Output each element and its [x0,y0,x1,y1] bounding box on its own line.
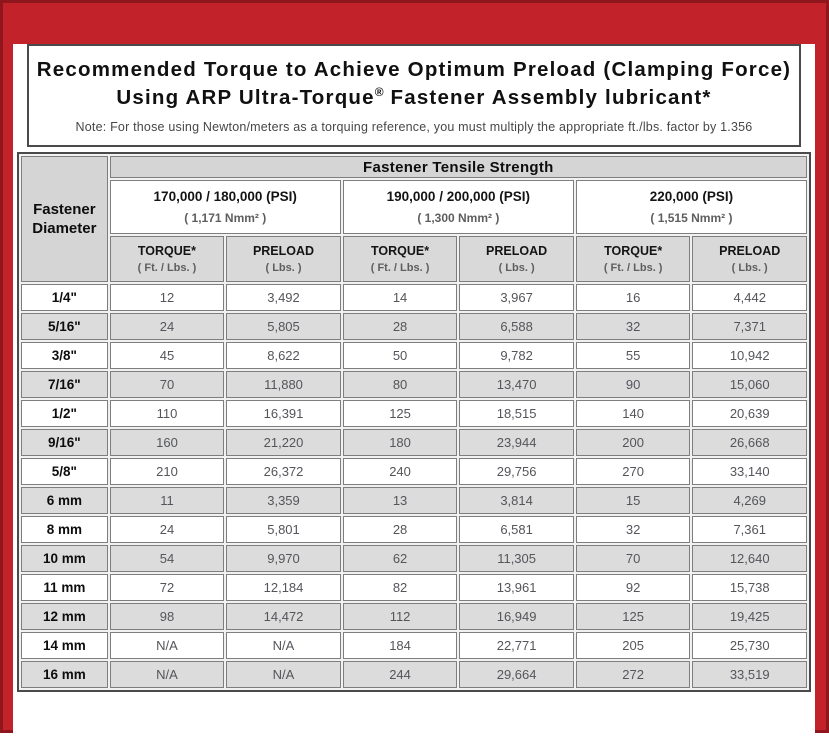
table-row [21,371,807,398]
torque-value-cell: 92 [576,574,691,601]
torque-value-cell: 200 [576,429,691,456]
torque-value-cell: 112 [343,603,458,630]
preload-unit: ( Lbs. ) [265,262,302,275]
table-body [21,284,807,688]
psi-label: 220,000 (PSI) [649,189,734,205]
torque-label: TORQUE* [604,244,663,259]
torque-value-cell: 28 [343,313,458,340]
preload-value-cell: 5,801 [226,516,341,543]
preload-value-cell: 7,371 [692,313,807,340]
preload-value-cell: 3,814 [459,487,574,514]
table-row [21,284,807,311]
preload-value-cell: 13,961 [459,574,574,601]
preload-value-cell: 4,442 [692,284,807,311]
torque-value-cell: 70 [576,545,691,572]
preload-value-cell: 4,269 [692,487,807,514]
fastener-diameter-header-line1: Fastener [33,200,96,218]
nmm-label: ( 1,171 Nmm² ) [184,211,267,226]
preload-value-cell: 18,515 [459,400,574,427]
preload-label: PRELOAD [252,244,315,259]
preload-column-header [459,236,574,282]
content-area [13,44,815,750]
fastener-diameter-cell: 8 mm [21,516,108,543]
psi-group-header-220 [576,180,807,234]
torque-value-cell: 15 [576,487,691,514]
torque-value-cell: 240 [343,458,458,485]
preload-value-cell: 12,640 [692,545,807,572]
torque-value-cell: 16 [576,284,691,311]
title-line2-pre: Using ARP Ultra-Torque [116,85,375,109]
table-row [21,516,807,543]
table-row [21,458,807,485]
torque-column-header [343,236,458,282]
table-row [21,603,807,630]
torque-column-header [576,236,691,282]
torque-unit: ( Ft. / Lbs. ) [370,262,430,275]
preload-value-cell: 12,184 [226,574,341,601]
preload-value-cell: N/A [226,632,341,659]
preload-value-cell: 5,805 [226,313,341,340]
table-header [21,156,807,282]
preload-value-cell: 3,967 [459,284,574,311]
torque-value-cell: 14 [343,284,458,311]
fastener-diameter-cell: 16 mm [21,661,108,688]
torque-value-cell: 55 [576,342,691,369]
psi-group-header-170-180 [110,180,341,234]
torque-value-cell: 125 [576,603,691,630]
torque-value-cell: 24 [110,313,225,340]
preload-value-cell: 29,756 [459,458,574,485]
tensile-strength-header: Fastener Tensile Strength [110,156,807,178]
preload-value-cell: 9,782 [459,342,574,369]
torque-value-cell: 110 [110,400,225,427]
psi-label: 170,000 / 180,000 (PSI) [153,189,297,205]
torque-value-cell: 54 [110,545,225,572]
torque-value-cell: N/A [110,632,225,659]
torque-value-cell: 82 [343,574,458,601]
preload-value-cell: 33,519 [692,661,807,688]
torque-label: TORQUE* [137,244,197,259]
preload-value-cell: 6,581 [459,516,574,543]
preload-value-cell: 11,880 [226,371,341,398]
newton-meters-note: Note: For those using Newton/meters as a torquing reference, you must multiply the appropriate ft./lbs. factor by 1.356 [75,120,753,135]
torque-column-header [110,236,225,282]
preload-column-header [226,236,341,282]
fastener-diameter-cell: 7/16" [21,371,108,398]
preload-value-cell: 10,942 [692,342,807,369]
torque-value-cell: 32 [576,516,691,543]
torque-value-cell: 62 [343,545,458,572]
preload-value-cell: N/A [226,661,341,688]
preload-value-cell: 3,492 [226,284,341,311]
preload-value-cell: 21,220 [226,429,341,456]
preload-value-cell: 25,730 [692,632,807,659]
torque-value-cell: 28 [343,516,458,543]
fastener-diameter-cell: 3/8" [21,342,108,369]
torque-value-cell: 160 [110,429,225,456]
torque-unit: ( Ft. / Lbs. ) [137,262,197,275]
preload-value-cell: 6,588 [459,313,574,340]
torque-label: TORQUE* [370,244,430,259]
torque-unit: ( Ft. / Lbs. ) [603,262,663,275]
torque-value-cell: 184 [343,632,458,659]
preload-value-cell: 16,391 [226,400,341,427]
torque-value-cell: 32 [576,313,691,340]
preload-value-cell: 16,949 [459,603,574,630]
fastener-diameter-header [21,156,108,282]
torque-value-cell: 72 [110,574,225,601]
fastener-diameter-cell: 9/16" [21,429,108,456]
fastener-diameter-cell: 5/8" [21,458,108,485]
torque-value-cell: 45 [110,342,225,369]
preload-value-cell: 23,944 [459,429,574,456]
preload-value-cell: 22,771 [459,632,574,659]
fastener-diameter-header-line2: Diameter [32,220,97,238]
preload-value-cell: 8,622 [226,342,341,369]
torque-value-cell: 125 [343,400,458,427]
preload-value-cell: 20,639 [692,400,807,427]
torque-value-cell: 272 [576,661,691,688]
torque-value-cell: N/A [110,661,225,688]
preload-value-cell: 26,372 [226,458,341,485]
table-row [21,487,807,514]
psi-label: 190,000 / 200,000 (PSI) [386,189,530,205]
torque-value-cell: 210 [110,458,225,485]
table-row [21,661,807,688]
page-title-line2 [33,84,795,112]
fastener-diameter-cell: 5/16" [21,313,108,340]
torque-value-cell: 80 [343,371,458,398]
title-box [27,44,801,147]
registered-trademark-symbol: ® [374,84,384,99]
preload-value-cell: 29,664 [459,661,574,688]
title-line2-post: Fastener Assembly lubricant* [383,85,712,109]
preload-unit: ( Lbs. ) [731,262,768,275]
preload-value-cell: 19,425 [692,603,807,630]
preload-value-cell: 14,472 [226,603,341,630]
preload-value-cell: 13,470 [459,371,574,398]
preload-value-cell: 7,361 [692,516,807,543]
table-row [21,400,807,427]
torque-value-cell: 90 [576,371,691,398]
fastener-diameter-cell: 12 mm [21,603,108,630]
torque-value-cell: 12 [110,284,225,311]
preload-label: PRELOAD [719,244,781,259]
fastener-diameter-cell: 10 mm [21,545,108,572]
table-row [21,574,807,601]
fastener-diameter-cell: 6 mm [21,487,108,514]
nmm-label: ( 1,300 Nmm² ) [417,211,500,226]
preload-value-cell: 15,738 [692,574,807,601]
preload-value-cell: 33,140 [692,458,807,485]
table-row [21,545,807,572]
torque-value-cell: 270 [576,458,691,485]
preload-unit: ( Lbs. ) [498,262,535,275]
psi-group-header-190-200 [343,180,574,234]
torque-value-cell: 244 [343,661,458,688]
preload-value-cell: 11,305 [459,545,574,572]
torque-value-cell: 13 [343,487,458,514]
table-row [21,632,807,659]
page-title-line1: Recommended Torque to Achieve Optimum Preload (Clamping Force) [36,58,792,81]
torque-value-cell: 70 [110,371,225,398]
preload-value-cell: 15,060 [692,371,807,398]
fastener-diameter-cell: 14 mm [21,632,108,659]
nmm-label: ( 1,515 Nmm² ) [650,211,733,226]
fastener-diameter-cell: 11 mm [21,574,108,601]
torque-value-cell: 98 [110,603,225,630]
torque-value-cell: 180 [343,429,458,456]
table-row [21,342,807,369]
torque-value-cell: 24 [110,516,225,543]
torque-preload-table [17,152,811,692]
preload-value-cell: 26,668 [692,429,807,456]
fastener-diameter-cell: 1/2" [21,400,108,427]
torque-value-cell: 205 [576,632,691,659]
preload-value-cell: 3,359 [226,487,341,514]
table-row [21,429,807,456]
preload-label: PRELOAD [486,244,548,259]
torque-value-cell: 11 [110,487,225,514]
table-row [21,313,807,340]
torque-value-cell: 50 [343,342,458,369]
fastener-diameter-cell: 1/4" [21,284,108,311]
torque-value-cell: 140 [576,400,691,427]
preload-value-cell: 9,970 [226,545,341,572]
preload-column-header [692,236,807,282]
